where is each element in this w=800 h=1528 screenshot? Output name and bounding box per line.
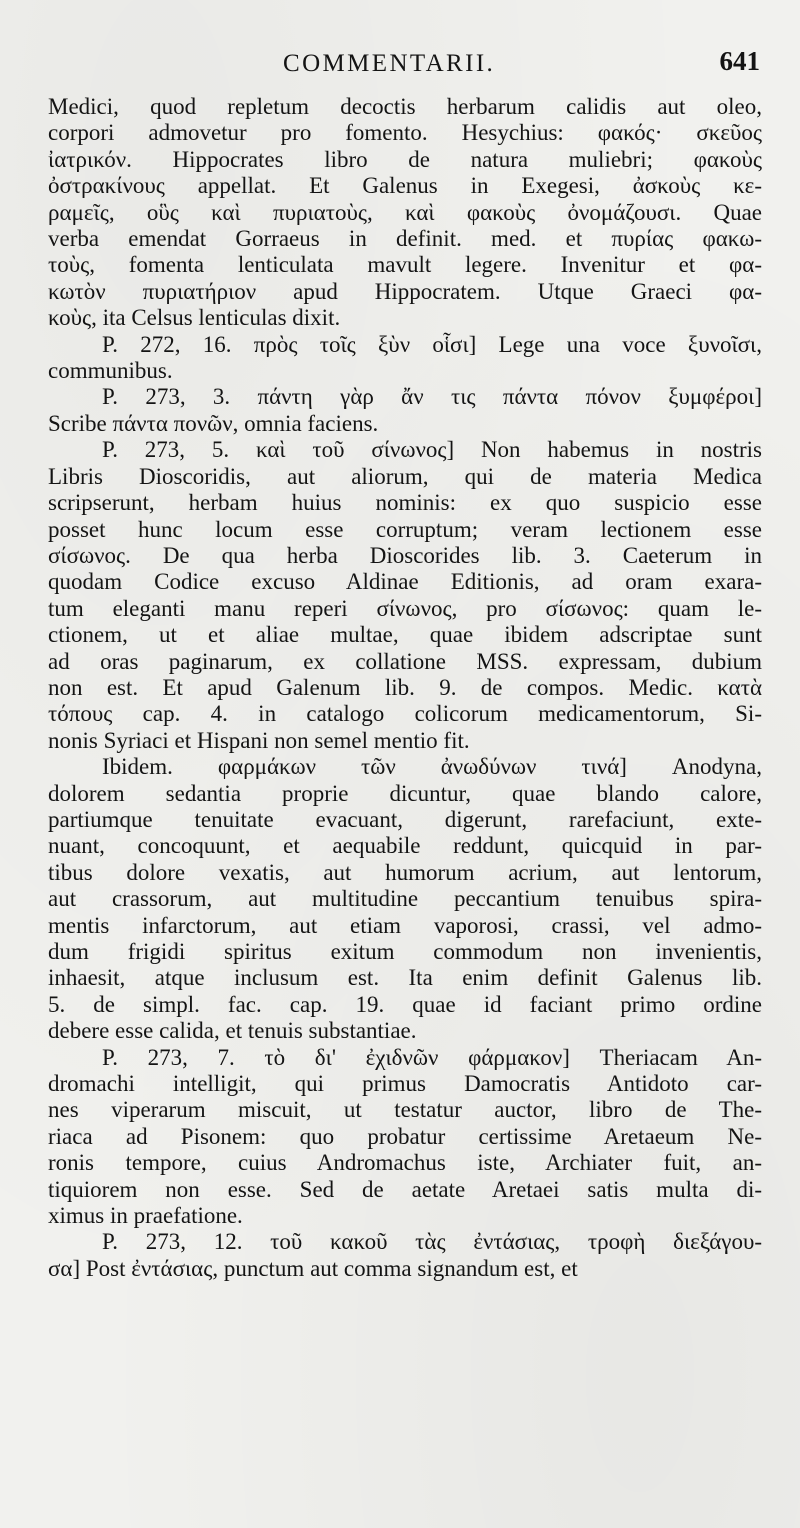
text-line: κοὺς, ita Celsus lenticulas dixit. bbox=[48, 305, 341, 331]
text-line: P. 272, 16. πρὸς τοῖς ξὺν οἷσι] Lege una voce ξυνοῖσι, bbox=[102, 331, 762, 357]
text-line: riaca ad Pisonem: quo probatur certissime Aretaeum Ne- bbox=[48, 1123, 762, 1149]
text-line: tum eleganti manu reperi σίνωνος, pro σίσωνος: quam le- bbox=[48, 595, 762, 621]
running-title: COMMENTARII. bbox=[283, 50, 496, 77]
text-line: Medici, quod repletum decoctis herbarum calidis aut oleo, bbox=[48, 94, 762, 119]
text-line: ραμεῖς, οὓς καὶ πυριατοὺς, καὶ φακοὺς ὀνομάζουσι. Quae bbox=[48, 199, 762, 225]
text-line: nonis Syriaci et Hispani non semel mentio fit. bbox=[48, 727, 470, 753]
text-line: dolorem sedantia proprie dicuntur, quae blando calore, bbox=[48, 780, 762, 806]
text-line: ad oras paginarum, ex collatione MSS. expressam, dubium bbox=[48, 648, 762, 674]
text-line: P. 273, 3. πάντη γὰρ ἄν τις πάντα πόνον ξυμφέροι] bbox=[102, 384, 762, 410]
body-text bbox=[48, 94, 762, 1282]
text-line: non est. Et apud Galenum lib. 9. de compos. Medic. κατὰ bbox=[48, 674, 762, 700]
text-line: σίσωνος. De qua herba Dioscorides lib. 3. Caeterum in bbox=[48, 542, 762, 568]
text-line: tibus dolore vexatis, aut humorum acrium, aut lentorum, bbox=[48, 859, 762, 885]
text-line: tiquiorem non esse. Sed de aetate Aretaei satis multa di- bbox=[48, 1176, 762, 1202]
text-line: ctionem, ut et aliae multae, quae ibidem adscriptae sunt bbox=[48, 622, 762, 648]
text-line: verba emendat Gorraeus in definit. med. et πυρίας φακω- bbox=[48, 226, 762, 252]
text-line: partiumque tenuitate evacuant, digerunt, rarefaciunt, exte- bbox=[48, 806, 762, 832]
paragraph bbox=[48, 332, 762, 385]
text-line: 5. de simpl. fac. cap. 19. quae id faciant primo ordine bbox=[48, 991, 762, 1017]
paragraph bbox=[48, 1229, 762, 1282]
text-line: ὀστρακίνους appellat. Et Galenus in Exegesi, ἀσκοὺς κε- bbox=[48, 173, 762, 199]
text-line: κωτὸν πυριατήριον apud Hippocratem. Utque Graeci φα- bbox=[48, 278, 762, 304]
text-line: P. 273, 5. καὶ τοῦ σίνωνος] Non habemus in nostris bbox=[102, 437, 762, 463]
text-line: P. 273, 7. τὸ δι' ἐχιδνῶν φάρμακον] Theriacam An- bbox=[102, 1044, 762, 1070]
text-line: ἰατρικόν. Hippocrates libro de natura muliebri; φακοὺς bbox=[48, 146, 762, 172]
text-line: debere esse calida, et tenuis substantiae. bbox=[48, 1018, 417, 1044]
page-number: 641 bbox=[719, 46, 760, 76]
text-line: mentis infarctorum, aut etiam vaporosi, crassi, vel admo- bbox=[48, 912, 762, 938]
text-line: Ibidem. φαρμάκων τῶν ἀνωδύνων τινά] Anodyna, bbox=[102, 754, 762, 780]
text-line: scripserunt, herbam huius nominis: ex quo suspicio esse bbox=[48, 490, 762, 516]
text-line: ronis tempore, cuius Andromachus iste, Archiater fuit, an- bbox=[48, 1150, 762, 1176]
paragraph bbox=[48, 437, 762, 754]
paragraph bbox=[48, 94, 762, 332]
text-line: communibus. bbox=[48, 358, 173, 384]
text-line: nuant, concoquunt, et aequabile reddunt, quicquid in par- bbox=[48, 833, 762, 859]
text-line: dum frigidi spiritus exitum commodum non invenientis, bbox=[48, 939, 762, 964]
text-line: Libris Dioscoridis, aut aliorum, qui de materia Medica bbox=[48, 463, 762, 489]
text-line: corpori admovetur pro fomento. Hesychius: φακός· σκεῦος bbox=[48, 120, 762, 146]
paragraph bbox=[48, 384, 762, 437]
text-line: nes viperarum miscuit, ut testatur auctor, libro de The- bbox=[48, 1097, 762, 1123]
text-line: τοὺς, fomenta lenticulata mavult legere. Invenitur et φα- bbox=[48, 252, 762, 278]
text-line: Scribe πάντα πονῶν, omnia faciens. bbox=[48, 410, 379, 436]
text-line: ximus in praefatione. bbox=[48, 1203, 243, 1229]
text-line: dromachi intelligit, qui primus Damocratis Antidoto car- bbox=[48, 1071, 762, 1097]
text-line: aut crassorum, aut multitudine peccantium tenuibus spira- bbox=[48, 886, 762, 912]
text-line: τόπους cap. 4. in catalogo colicorum medicamentorum, Si- bbox=[48, 701, 762, 727]
text-line: σα] Post ἐντάσιας, punctum aut comma signandum est, et bbox=[48, 1255, 578, 1281]
text-line: inhaesit, atque inclusum est. Ita enim definit Galenus lib. bbox=[48, 965, 762, 991]
text-line: quodam Codice excuso Aldinae Editionis, ad oram exara- bbox=[48, 569, 762, 595]
text-line: posset hunc locum esse corruptum; veram lectionem esse bbox=[48, 516, 762, 542]
paragraph bbox=[48, 1045, 762, 1230]
paragraph bbox=[48, 754, 762, 1044]
text-line: P. 273, 12. τοῦ κακοῦ τὰς ἐντάσιας, τροφὴ διεξάγου- bbox=[102, 1229, 762, 1255]
running-head bbox=[48, 42, 762, 94]
